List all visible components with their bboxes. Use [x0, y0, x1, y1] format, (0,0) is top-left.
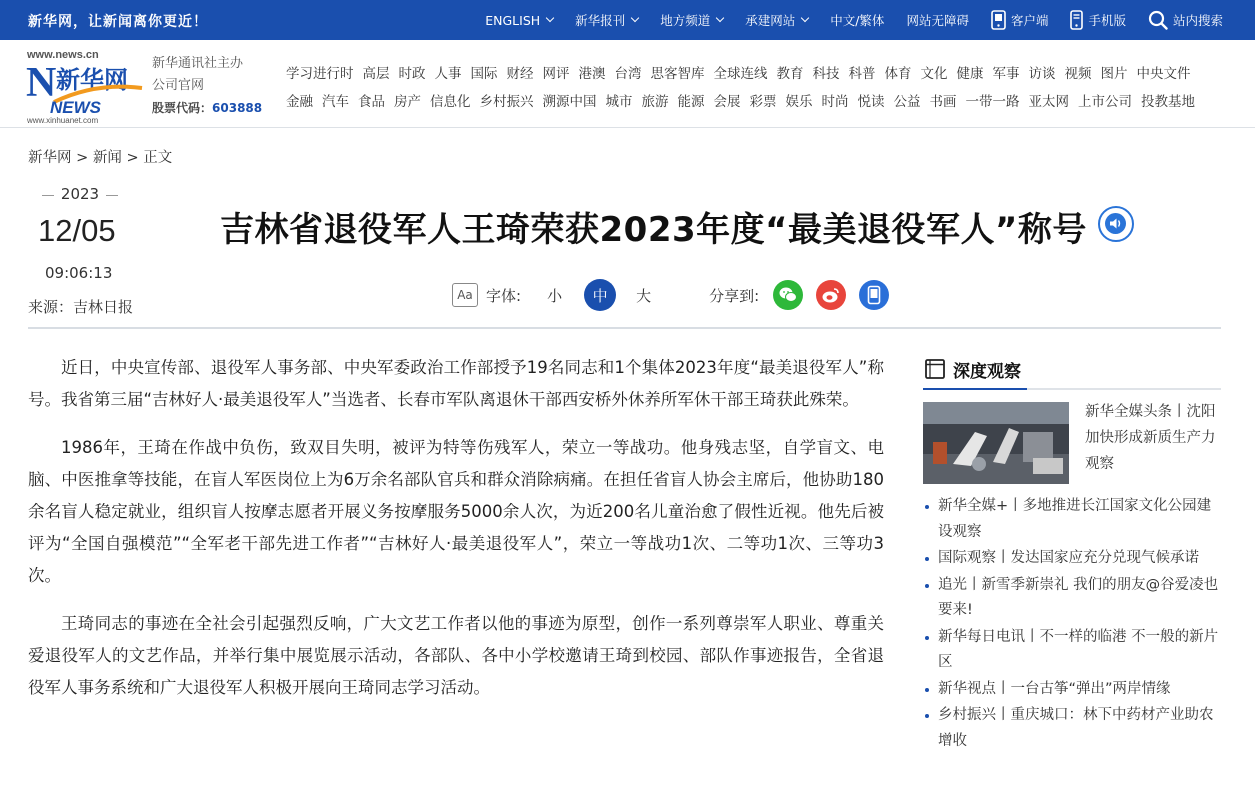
channel-link[interactable]: 文化: [920, 66, 948, 82]
channel-link[interactable]: 时政: [398, 66, 426, 82]
svg-text:新华网: 新华网: [56, 66, 128, 94]
svg-text:www.news.cn: www.news.cn: [27, 49, 99, 61]
chevron-down-icon: [546, 14, 554, 22]
channel-link[interactable]: 金融: [286, 94, 313, 110]
channel-link[interactable]: 上市公司: [1078, 94, 1132, 110]
channel-link[interactable]: 图片: [1100, 66, 1128, 82]
channel-link[interactable]: 房产: [394, 94, 421, 110]
channel-link[interactable]: 能源: [677, 94, 705, 110]
top-nav-hosted-sites[interactable]: 承建网站: [745, 11, 808, 29]
channel-link[interactable]: 科普: [848, 66, 876, 82]
channel-link[interactable]: 国际: [470, 66, 498, 82]
share-wechat-button[interactable]: [773, 280, 803, 310]
sidebar-in-depth: [923, 356, 1221, 755]
channel-link[interactable]: 军事: [992, 66, 1020, 82]
svg-text:N: N: [26, 60, 57, 106]
share-label: 分享到:: [709, 286, 760, 305]
channel-link[interactable]: 思客智库: [650, 66, 705, 82]
article-body: [28, 352, 884, 720]
host-line-1: 新华通讯社主办: [152, 56, 244, 71]
channel-link[interactable]: 人事: [434, 66, 462, 82]
channel-link[interactable]: 访谈: [1028, 66, 1056, 82]
channel-link[interactable]: 教育: [776, 66, 804, 82]
channel-link[interactable]: 学习进行时: [286, 66, 354, 82]
channel-link[interactable]: 港澳: [578, 66, 606, 82]
channel-link[interactable]: 食品: [358, 94, 385, 110]
publish-date: 12/05: [38, 213, 116, 248]
font-large-button[interactable]: 大: [636, 286, 652, 305]
title-divider: [28, 327, 1221, 329]
chevron-down-icon: [631, 14, 639, 22]
channel-link[interactable]: 台湾: [614, 66, 642, 82]
article-title: 吉林省退役军人王琦荣获2023年度“最美退役军人”称号: [220, 210, 1087, 250]
wechat-icon: [778, 286, 798, 304]
article-paragraph: 近日，中央宣传部、退役军人事务部、中央军委政治工作部授予19名同志和1个集体2023年度“最美退役军人”称号。我省第三届“吉林好人·最美退役军人”当选者、长春市军队离退休干部西安桥外休养所军休干部王琦获此殊荣。: [28, 358, 884, 409]
sidebar-feature[interactable]: [923, 402, 1221, 484]
svg-text:www.xinhuanet.com: www.xinhuanet.com: [27, 116, 99, 124]
channel-link[interactable]: 全球连线: [713, 66, 768, 82]
channel-link[interactable]: 公益: [893, 94, 921, 110]
feature-title[interactable]: 新华全媒头条丨沈阳加快形成新质生产力观察: [1085, 404, 1216, 472]
top-nav-traditional[interactable]: 中文/繁体: [830, 13, 885, 28]
channel-link[interactable]: 悦读: [857, 94, 885, 110]
list-item[interactable]: 国际观察丨发达国家应充分兑现气候承诺: [923, 546, 1221, 572]
mobile-icon: [867, 285, 881, 305]
breadcrumb[interactable]: 新华网 > 新闻 > 正文: [28, 150, 173, 166]
top-nav: [463, 0, 1223, 40]
sidebar-list: [923, 494, 1221, 754]
top-nav-newspapers[interactable]: 新华报刊: [575, 11, 638, 29]
channel-link[interactable]: 亚太网: [1028, 94, 1069, 110]
channel-link[interactable]: 娱乐: [785, 94, 813, 110]
list-item[interactable]: 新华每日电讯丨不一样的临港 不一般的新片区: [923, 625, 1221, 676]
channel-link[interactable]: 投教基地: [1141, 94, 1195, 110]
channel-nav-row-1: [286, 62, 1200, 82]
share-mobile-button[interactable]: [859, 280, 889, 310]
channel-link[interactable]: 会展: [713, 94, 741, 110]
channel-link[interactable]: 溯源中国: [542, 94, 597, 110]
list-item[interactable]: 追光丨新雪季新崇礼 我们的朋友@谷爱凌也要来!: [923, 573, 1221, 624]
sidebar-heading: 深度观察: [923, 356, 1221, 382]
channel-link[interactable]: 健康: [956, 66, 984, 82]
document-icon: [923, 357, 947, 381]
phone-app-icon: [991, 10, 1006, 30]
channel-link[interactable]: 财经: [506, 66, 534, 82]
top-nav-english[interactable]: ENGLISH: [485, 13, 553, 28]
channel-link[interactable]: 书画: [929, 94, 957, 110]
publish-year: 2023: [42, 185, 118, 203]
stock-code: 股票代码：603888: [152, 101, 263, 115]
channel-link[interactable]: 体育: [884, 66, 912, 82]
share-weibo-button[interactable]: [816, 280, 846, 310]
search-icon: [1148, 10, 1168, 30]
top-nav-site-search[interactable]: 站内搜索: [1148, 10, 1223, 30]
font-size-label: 字体:: [486, 286, 522, 305]
top-bar: [0, 0, 1255, 40]
top-nav-mobile[interactable]: 手机版: [1070, 10, 1126, 30]
channel-link[interactable]: 时尚: [821, 94, 849, 110]
speaker-button[interactable]: [1098, 206, 1134, 242]
mobile-icon: [1070, 10, 1083, 30]
feature-thumbnail[interactable]: [923, 402, 1069, 484]
site-header: [0, 40, 1255, 128]
list-item[interactable]: 新华全媒+丨多地推进长江国家文化公园建设观察: [923, 494, 1221, 545]
article-paragraph: 王琦同志的事迹在全社会引起强烈反响，广大文艺工作者以他的事迹为原型，创作一系列尊崇军人职业、尊重关爱退役军人的文艺作品，并举行集中展览展示活动，各部队、各中小学校邀请王琦到校园、部队作事迹报告，全省退役军人事务系统和广大退役军人积极开展向王琦同志学习活动。: [28, 614, 884, 697]
channel-link[interactable]: 视频: [1064, 66, 1092, 82]
channel-link[interactable]: 彩票: [749, 94, 777, 110]
font-size-icon: Aa: [452, 283, 478, 307]
article-paragraph: 1986年，王琦在作战中负伤，致双目失明，被评为特等伤残军人，荣立一等战功。他身残志坚，自学盲文、电脑、中医推拿等技能，在盲人军医岗位上为6万余名部队官兵和群众消除病痛。在担任省盲人协会主席后，他协助180余名盲人稳定就业，组织盲人按摩志愿者开展义务按摩服务5000余人次，为近200名儿童治愈了假性近视。他先后被评为“全国自强模范”“全军老干部先进工作者”“吉林好人·最美退役军人”，荣立一等战功1次、二等功1次、三等功3次。: [28, 438, 884, 585]
xinhua-logo[interactable]: [26, 46, 144, 124]
channel-link[interactable]: 中央文件: [1136, 66, 1191, 82]
list-item[interactable]: 乡村振兴丨重庆城口：林下中药材产业助农增收: [923, 703, 1221, 754]
channel-link[interactable]: 城市: [605, 94, 633, 110]
top-nav-accessibility[interactable]: 网站无障碍: [906, 13, 969, 28]
channel-nav-row-2: [286, 90, 1204, 110]
article-source: 来源：吉林日报: [28, 298, 134, 316]
article-tools: [452, 280, 889, 310]
channel-link[interactable]: 网评: [542, 66, 570, 82]
chevron-down-icon: [801, 14, 809, 22]
font-small-button[interactable]: 小: [547, 286, 563, 305]
channel-link[interactable]: 信息化: [430, 94, 471, 110]
channel-link[interactable]: 科技: [812, 66, 840, 82]
channel-link[interactable]: 高层: [362, 66, 390, 82]
top-nav-client-app[interactable]: 客户端: [991, 10, 1049, 30]
channel-link[interactable]: 旅游: [641, 94, 669, 110]
sidebar-heading-underline: [923, 388, 1221, 390]
channel-link[interactable]: 汽车: [322, 94, 349, 110]
host-line-2: 公司官网: [152, 78, 205, 93]
site-slogan: 新华网，让新闻离你更近！: [28, 14, 208, 30]
speaker-icon: [1105, 213, 1126, 234]
weibo-icon: [821, 286, 841, 304]
top-nav-local-channels[interactable]: 地方频道: [660, 11, 723, 29]
font-medium-button[interactable]: 中: [584, 279, 616, 311]
chevron-down-icon: [716, 14, 724, 22]
host-info: [152, 53, 262, 119]
list-item[interactable]: 新华视点丨一台古筝“弹出”两岸情缘: [923, 677, 1221, 703]
svg-text:NEWS: NEWS: [50, 98, 101, 117]
channel-link[interactable]: 一带一路: [965, 94, 1020, 110]
publish-time: 09:06:13: [45, 264, 113, 282]
channel-link[interactable]: 乡村振兴: [479, 94, 534, 110]
